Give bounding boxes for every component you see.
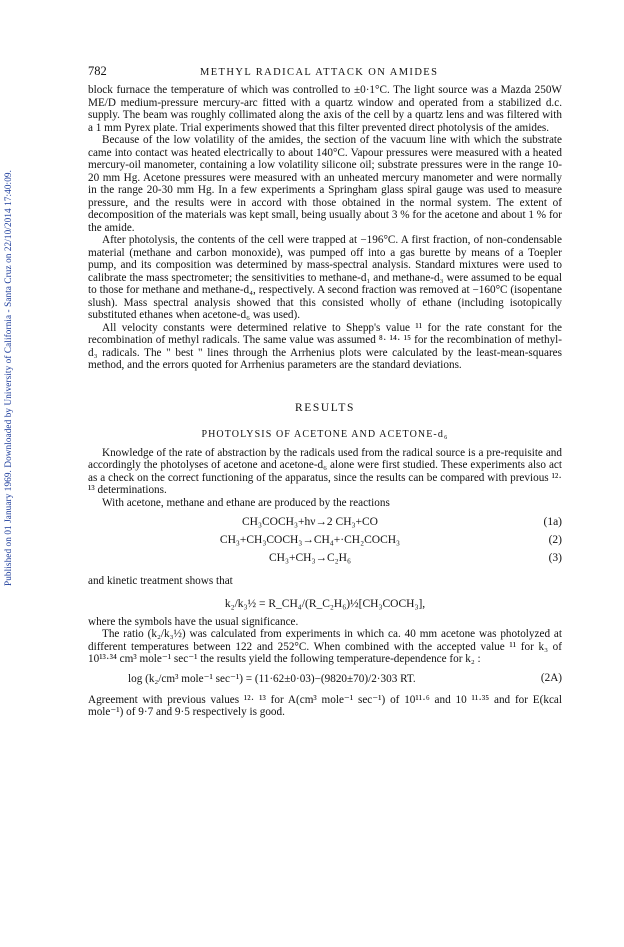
- equation-formula: CH₃+CH₃→C₂H₆: [269, 552, 351, 564]
- equation-row: [88, 534, 562, 552]
- log-equation-number: (2A): [540, 671, 562, 684]
- section-heading-results: RESULTS: [295, 401, 355, 414]
- paragraph-apparatus: block furnace the temperature of which was controlled to ±0·1°C. The light source was a Mazda 250W ME/D medium-pressure mercury-arc fitted with a quartz window and operated from a stabilized d.c. supply. The beam was roughly collimated along the axis of the cell by a quartz lens and was filtered with a 1 mm Pyrex plate. Trial experiments showed that this filter prevented direct photolysis of the amides.: [88, 84, 562, 134]
- equation-formula: CH₃+CH₃COCH₃→CH₄+·CH₂COCH₃: [219, 534, 401, 546]
- log-equation-formula: log (k₂/cm³ mole⁻¹ sec⁻¹) = (11·62±0·03)−(9820±70)/2·303 RT.: [128, 672, 416, 685]
- publication-notice-text[interactable]: Published on 01 January 1969. Downloaded by University of California - Santa Cruz on 22/10/2014 17:40:09.: [3, 170, 13, 586]
- journal-page: [88, 64, 562, 719]
- equation-number: (2): [548, 534, 562, 546]
- equation-number: (1a): [543, 516, 562, 528]
- page-number: 782: [88, 64, 107, 78]
- paragraph-knowledge: Knowledge of the rate of abstraction by the radicals used from the radical source is a pre-requisite and accordingly the photolyses of acetone and acetone-d₆ alone were first studied. These experiments also act as a check on the correct functioning of the apparatus, since the results can be compared with previous ¹²· ¹³ determinations.: [88, 446, 562, 496]
- paragraph-pressures: Because of the low volatility of the amides, the section of the vacuum line with which the substrate came into contact was heated electrically to about 140°C. Vapour pressures were measured with a heated mercury-oil manometer, containing a low volatility silicone oil; substrate pressures were in the range 10-20 mm Hg. Acetone pressures were measured with an unheated mercury manometer and were normally in the range 20-30 mm Hg. In a few experiments a Springham glass spiral gauge was used to measure pressure, and the results were in accord with those obtained in the normal system. The extent of decomposition of the materials was kept small, being usually about 3 % for the acetone and about 1 % for the amide.: [88, 134, 562, 234]
- paragraph-analysis: After photolysis, the contents of the cell were trapped at −196°C. A first fraction, of non-condensable material (methane and carbon monoxide), was pumped off into a gas burette by means of a Toepler pump, and its composition was determined by mass-spectral analysis. Standard mixtures were used to calibrate the mass spectrometer; the sensitivities to methane-d₁ and methane-d₃ were assumed to be equal to those for methane and methane-d₄, respectively. A second fraction was removed at −160°C (isopentane slush). Mass spectral analysis showed that this consisted wholly of ethane (including isotopically substituted ethanes when acetone-d₆ was used).: [88, 234, 562, 321]
- paragraph-ratio: The ratio (k₂/k₃½) was calculated from experiments in which ca. 40 mm acetone was photolyzed at different temperatures between 122 and 252°C. When combined with the accepted value ¹¹ for k₃ of 10¹³·³⁴ cm³ mole⁻¹ sec⁻¹ the results yield the following temperature-dependence for k₂ :: [88, 628, 562, 665]
- publication-notice: [0, 128, 19, 628]
- reaction-equations: [88, 516, 562, 570]
- paragraph-agreement: Agreement with previous values ¹²· ¹³ for A(cm³ mole⁻¹ sec⁻¹) of 10¹¹·⁶ and 10 ¹¹·³⁵ and for E(kcal mole⁻¹) of 9·7 and 9·5 respectively is good.: [88, 693, 562, 718]
- page-header: [88, 64, 562, 84]
- rate-equation: k₂/k₃½ = R_CH₄/(R_C₂H₆)½[CH₃COCH₃],: [224, 597, 426, 610]
- paragraph-kinetic-intro: and kinetic treatment shows that: [88, 575, 233, 587]
- running-head: METHYL RADICAL ATTACK ON AMIDES: [200, 67, 439, 78]
- equation-formula: CH₃COCH₃+hν→2 CH₃+CO: [242, 516, 378, 528]
- log-equation: [88, 672, 562, 690]
- paragraph-symbols: where the symbols have the usual significance.: [88, 615, 299, 628]
- equation-row: [88, 552, 562, 570]
- paragraph-velocity-constants: All velocity constants were determined relative to Shepp's value ¹¹ for the rate constant for the recombination of methyl radicals. The same value was assumed ⁸· ¹⁴· ¹⁵ for the recombination of methyl-d₃ radicals. The " best " lines through the Arrhenius plots were calculated by the least-mean-squares method, and the errors quoted for Arrhenius parameters are the standard deviations.: [88, 321, 562, 371]
- equation-row: [88, 516, 562, 534]
- subheading-photolysis: PHOTOLYSIS OF ACETONE AND ACETONE-d₆: [201, 428, 449, 440]
- equation-number: (3): [548, 552, 562, 564]
- paragraph-reactions-intro: With acetone, methane and ethane are produced by the reactions: [102, 496, 390, 509]
